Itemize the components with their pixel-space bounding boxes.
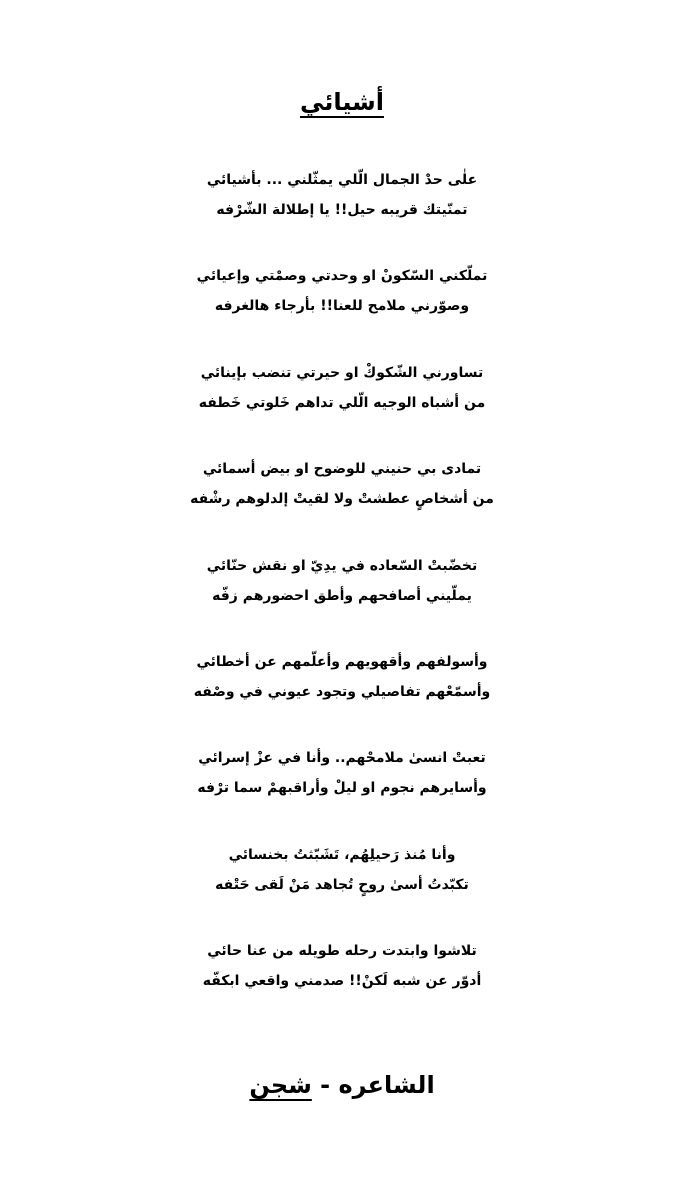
poem-body <box>0 165 684 1033</box>
poem-title: أشيائي <box>300 88 384 116</box>
verse-line: تكبّدتُ أسىٰ روحٍ تُجاهد مَنْ لَقى حَتْفه <box>215 876 469 893</box>
verse-line: أدوّر عن شبه لَكنْ!! صدمني واقعي ابكفّه <box>202 973 482 990</box>
verse-line: وصوّرني ملامح للعنا!! بأرجاء هالغرفه <box>214 298 470 315</box>
verse-line: يملّيني أصافحهم وأطق احضورهم زفّه <box>212 587 472 604</box>
stanza-2 <box>0 261 684 357</box>
stanza-7 <box>0 743 684 839</box>
verse-line: تمادى بي حنيني للوضوح او بيض أسمائي <box>202 461 482 478</box>
verse-line: من أشباه الوجيه الّلي تداهم خَلوتي خَطفه <box>198 394 486 411</box>
poet-signature <box>0 1069 684 1101</box>
stanza-3 <box>0 358 684 454</box>
verse-line: وأسايرهم نجوم او ليلْ وأراقبهمْ سما ترْفه <box>197 780 487 797</box>
stanza-4 <box>0 454 684 550</box>
stanza-6 <box>0 647 684 743</box>
verse-line: تملّكني السّكونْ او وحدتي وصمْتي وإعيائي <box>196 268 488 285</box>
verse-line: تعبتْ انسىٰ ملامحْهم.. وأنا في عزْ إسرائي <box>198 750 486 767</box>
verse-line: وأنا مُنذ رَحيلِهُم، تَشَبّثتُ بخنسائي <box>228 846 456 863</box>
poet-name: شجن <box>249 1071 312 1099</box>
stanza-8 <box>0 840 684 936</box>
stanza-5 <box>0 551 684 647</box>
stanza-9 <box>0 936 684 1032</box>
verse-line: وأسمّعْهم تفاصيلي وتجود عيوني في وصْفه <box>193 683 491 700</box>
stanza-1 <box>0 165 684 261</box>
verse-line: تساورني الشّكوكْ او حيرتي تنضب بإينائي <box>200 364 484 381</box>
verse-line: علٰى حدْ الجمال الّلي يمثّلني ... بأشيائي <box>206 172 478 188</box>
verse-line: تخضّبتْ السّعاده في يدِيّ او نقش حنّائي <box>206 557 478 574</box>
verse-line: من أشخاصٍ عطشتْ ولا لقيتْ إلدلوهم رشْفه <box>190 491 494 508</box>
verse-line: تمنّيتك قريبه حيل!! يا إطلالة الشّرْفه <box>216 202 468 218</box>
verse-line: تلاشوا وابتدت رحله طويله من عنا حائي <box>207 943 477 960</box>
signature-label: الشاعره - <box>311 1071 435 1099</box>
verse-line: وأسولفهم وأقهويهم وأعلّمهم عن أخطائي <box>196 653 488 670</box>
